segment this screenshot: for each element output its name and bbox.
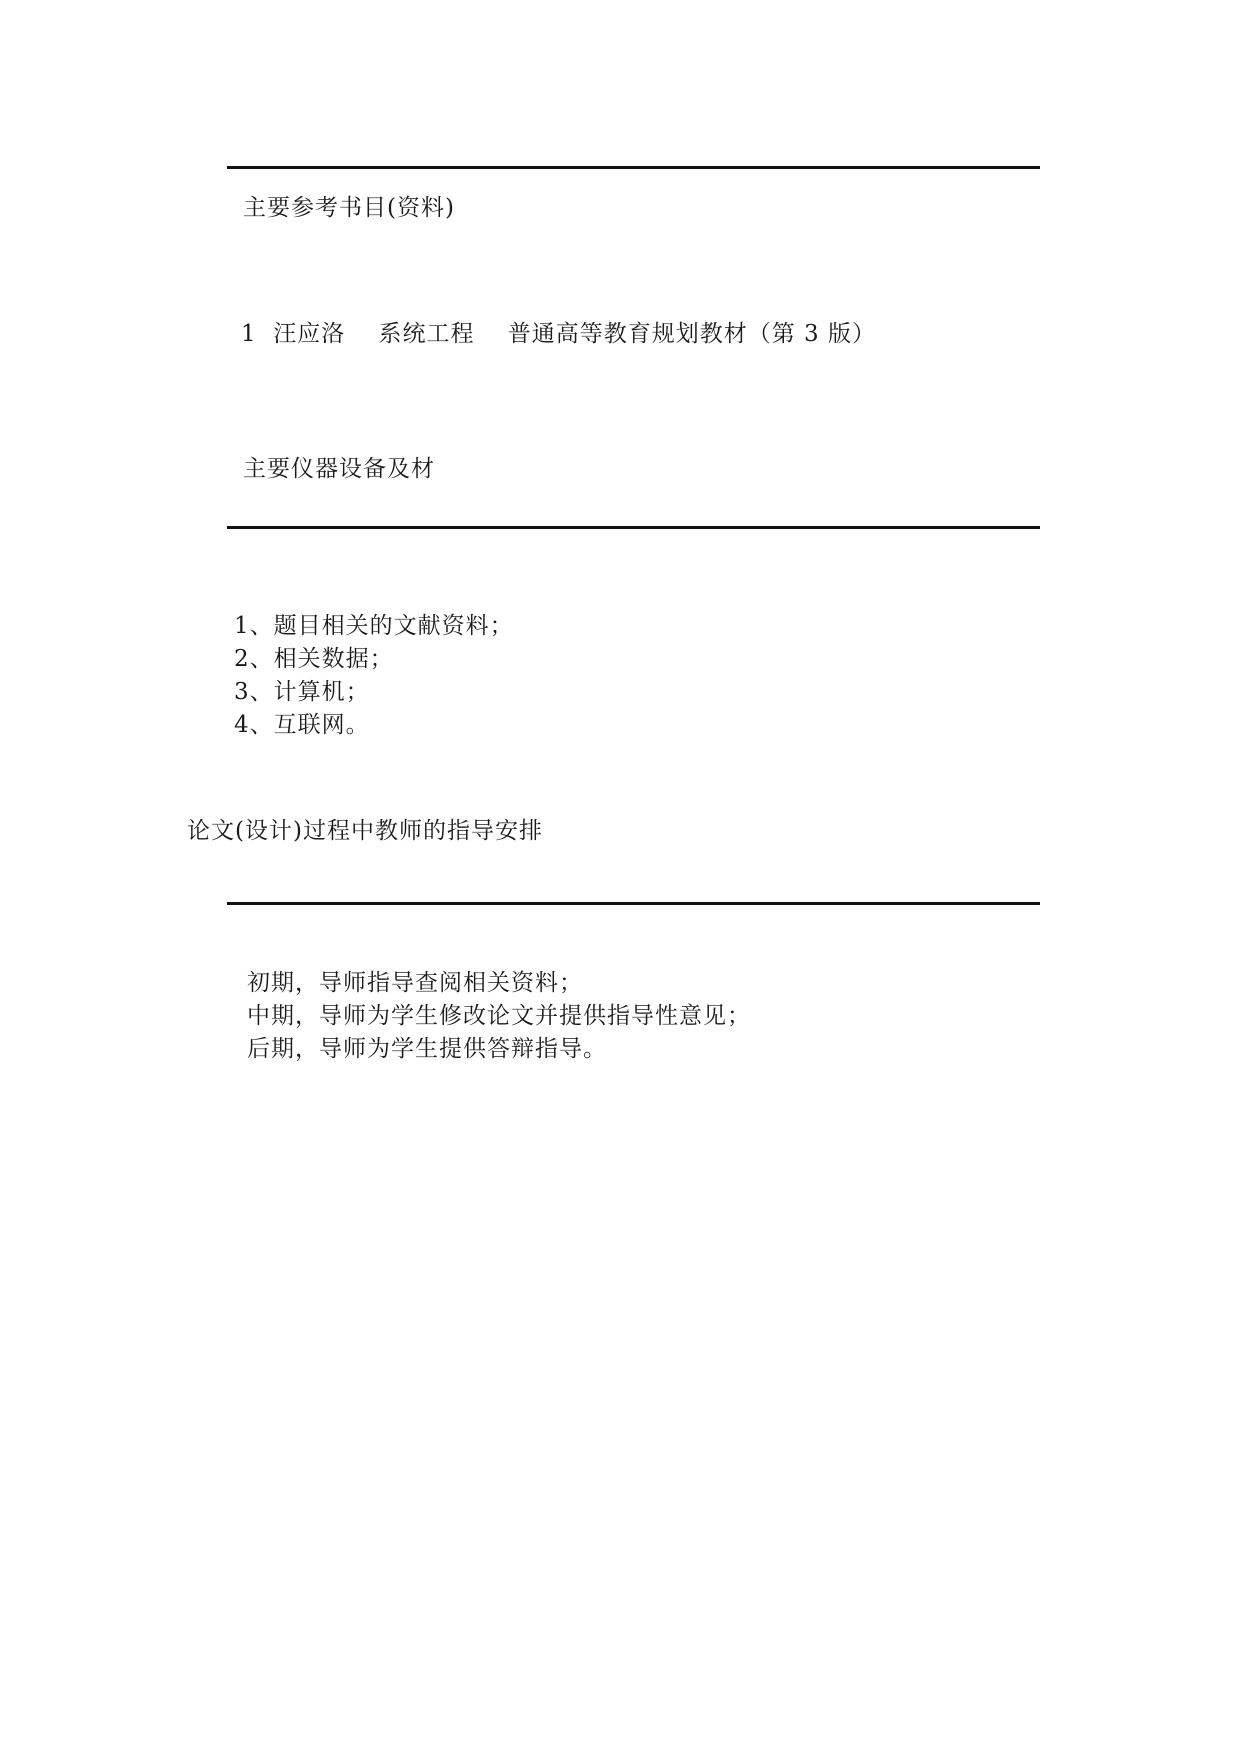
equipment-rule — [227, 526, 1040, 529]
list-item: 初期，导师指导查阅相关资料； — [247, 970, 583, 996]
list-item: 2、相关数据； — [234, 646, 394, 672]
equipment-heading: 主要仪器设备及材 — [243, 456, 435, 482]
guidance-heading: 论文(设计)过程中教师的指导安排 — [187, 818, 543, 844]
list-item: 4、互联网。 — [234, 712, 370, 738]
list-item: 后期，导师为学生提供答辩指导。 — [247, 1036, 607, 1062]
list-item: 3、计算机； — [234, 679, 370, 705]
list-item: 中期，导师为学生修改论文并提供指导性意见； — [247, 1003, 751, 1029]
top-rule — [227, 166, 1040, 169]
equipment-list — [234, 610, 514, 742]
references-heading: 主要参考书目(资料) — [243, 195, 455, 221]
guidance-list — [247, 967, 751, 1066]
reference-item: 1 汪应洛 系统工程 普通高等教育规划教材（第 3 版） — [241, 321, 876, 347]
guidance-rule — [227, 902, 1040, 905]
list-item: 1、题目相关的文献资料； — [234, 613, 514, 639]
